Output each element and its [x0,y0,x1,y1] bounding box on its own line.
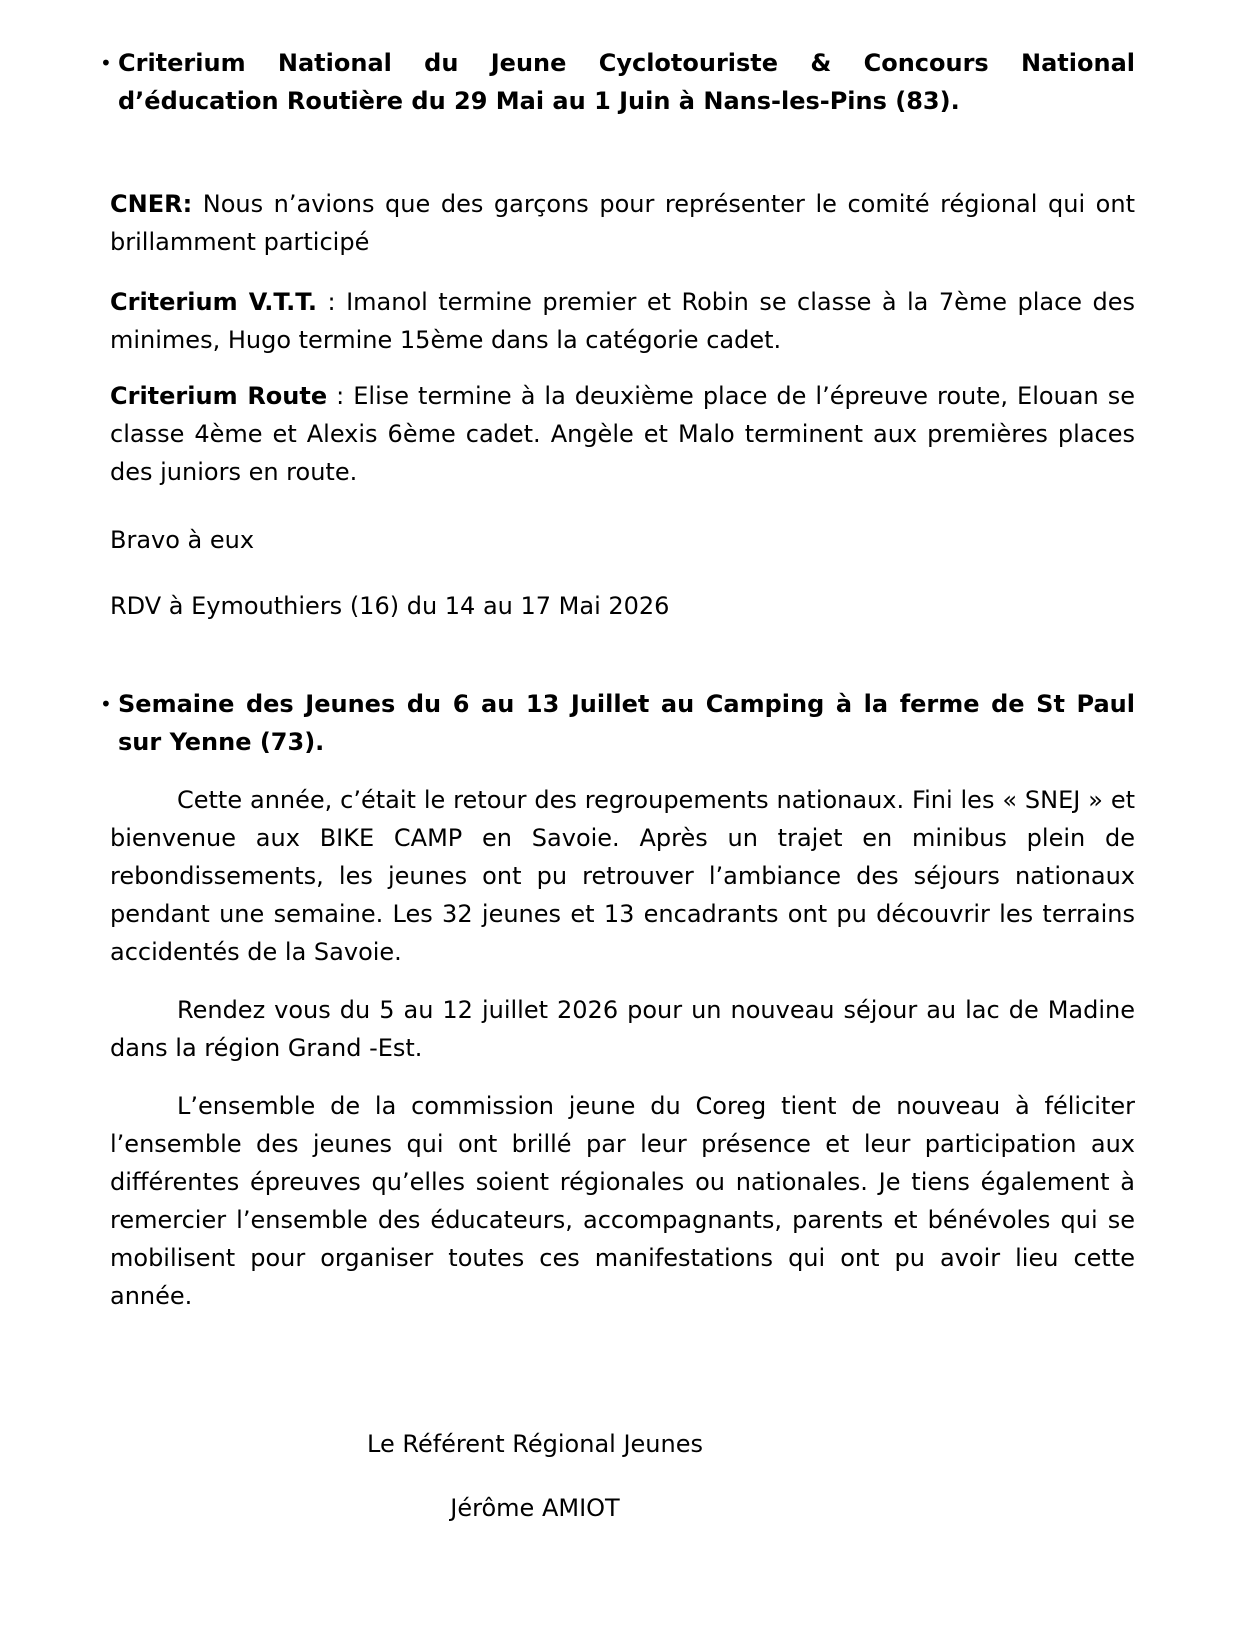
bullet-icon: • [100,51,112,75]
paragraph-text: Imanol termine premier et Robin se classe à la 7ème place des minimes, Hugo termine 15ème dans la catégorie cadet. [110,288,1136,354]
paragraph-rdv: RDV à Eymouthiers (16) du 14 au 17 Mai 2026 [110,592,670,620]
bullet-item-criterium-national [100,44,1135,120]
bullet-heading-text: Criterium National du Jeune Cyclotouriste & Concours National d’éducation Routière du 29 Mai au 1 Juin à Nans-les-Pins (83). [118,49,1135,115]
colon-separator: : [327,288,336,316]
bullet-heading-text: Semaine des Jeunes du 6 au 13 Juillet au Camping à la ferme de St Paul sur Yenne (73). [118,690,1135,756]
paragraph-remerciements: L’ensemble de la commission jeune du Coreg tient de nouveau à féliciter l’ensemble des jeunes qui ont brillé par leur présence et leur participation aux différentes épreuves qu’elles soient régionales ou nationales. Je tiens également à remercier l’ensemble des éducateurs, accompagnants, parents et bénévoles qui se mobilisent pour organiser toutes ces manifestations qui ont pu avoir lieu cette année. [110,1092,1135,1310]
bullet-item-semaine-jeunes [100,685,1135,761]
bullet-icon: • [100,692,112,716]
signature-block [110,1425,960,1527]
paragraph-cner [110,185,1135,261]
paragraph-criterium-vtt [110,283,1135,359]
signature-name: Jérôme AMIOT [450,1494,620,1522]
paragraph-lead: Criterium Route [110,382,328,410]
colon-separator: : [336,382,345,410]
paragraph-text: Elise termine à la deuxième place de l’épreuve route, Elouan se classe 4ème et Alexis 6ème cadet. Angèle et Malo terminent aux premières places des juniors en route. [110,382,1135,486]
signature-role: Le Référent Régional Jeunes [367,1430,703,1458]
paragraph-madine: Rendez vous du 5 au 12 juillet 2026 pour un nouveau séjour au lac de Madine dans la région Grand -Est. [110,996,1135,1062]
paragraph-bike-camp: Cette année, c’était le retour des regroupements nationaux. Fini les « SNEJ » et bienvenue aux BIKE CAMP en Savoie. Après un trajet en minibus plein de rebondissements, les jeunes ont pu retrouver l’ambiance des séjours nationaux pendant une semaine. Les 32 jeunes et 13 encadrants ont pu découvrir les terrains accidentés de la Savoie. [110,786,1135,966]
paragraph-text: Nous n’avions que des garçons pour représenter le comité régional qui ont brillamment participé [110,190,1135,256]
paragraph-lead: CNER: [110,190,193,218]
paragraph-criterium-route [110,377,1135,491]
paragraph-lead: Criterium V.T.T. [110,288,318,316]
paragraph-bravo: Bravo à eux [110,526,255,554]
